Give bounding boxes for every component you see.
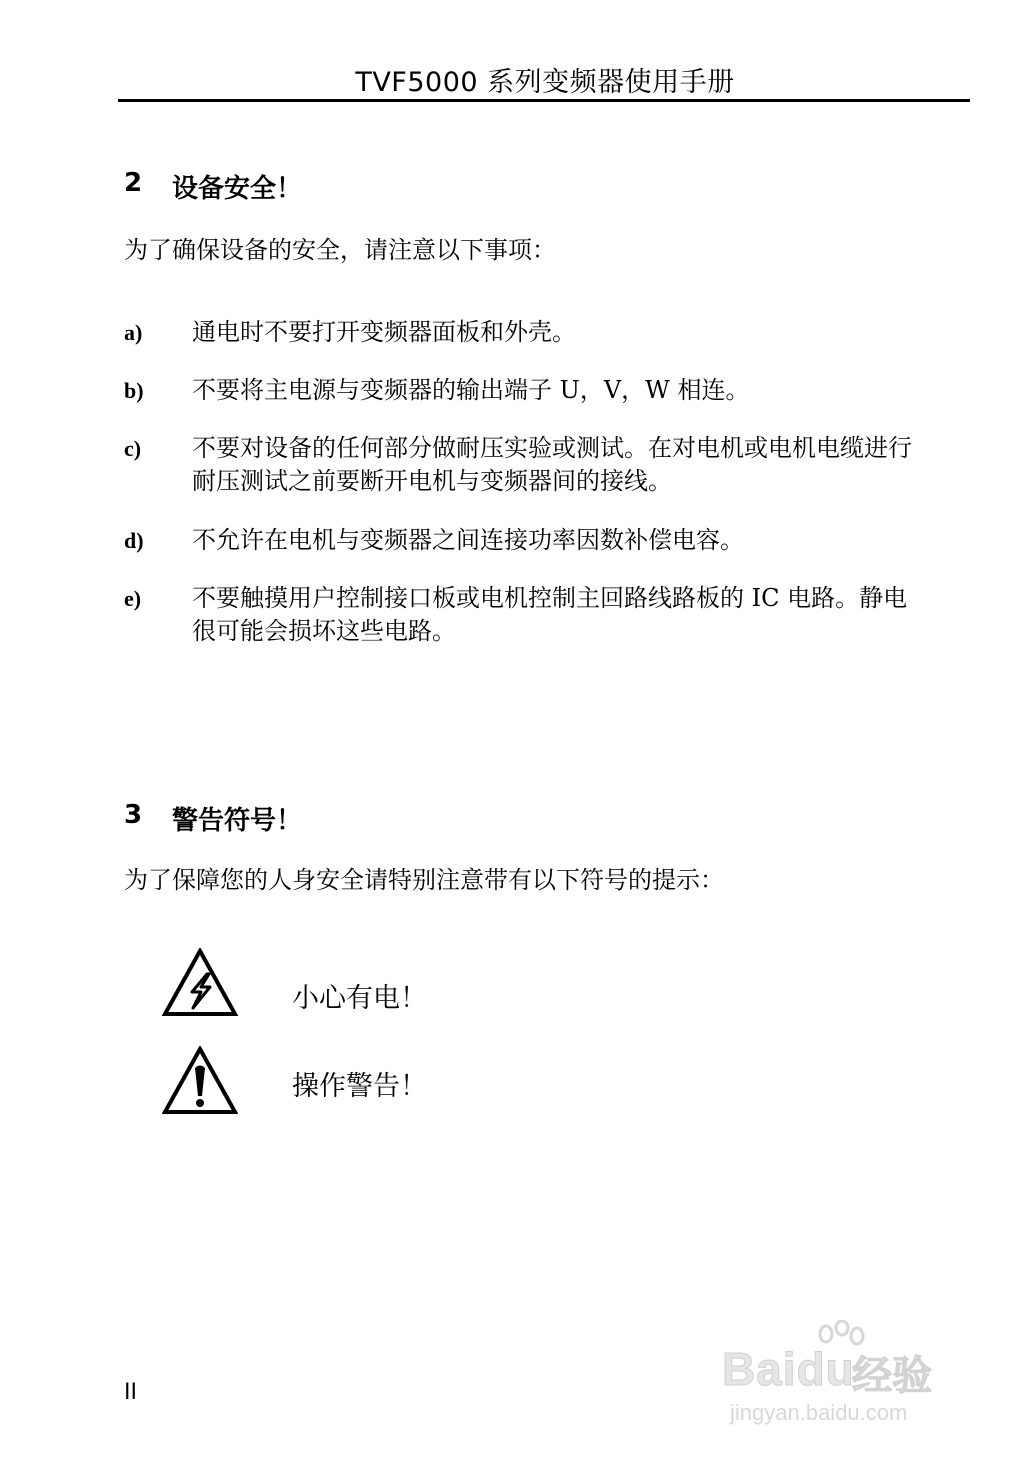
item-e-text (192, 582, 982, 648)
item-d-text: 不允许在电机与变频器之间连接功率因数补偿电容。 (192, 526, 744, 554)
item-d-label: d) (124, 528, 144, 553)
item-a-text: 通电时不要打开变频器面板和外壳。 (192, 318, 576, 346)
item-c-text (192, 432, 982, 498)
section-2-intro: 为了确保设备的安全，请注意以下事项： (124, 236, 556, 264)
item-c-line-2: 耐压测试之前要断开电机与变频器间的接线。 (192, 467, 672, 495)
section-3-number: 3 (124, 800, 143, 830)
item-c-label: c) (124, 436, 142, 461)
high-voltage-icon (162, 948, 238, 1018)
item-b-text: 不要将主电源与变频器的输出端子 U，V，W 相连。 (192, 376, 750, 404)
page-header-title: TVF5000 系列变频器使用手册 (355, 67, 735, 98)
item-b-label: b) (124, 378, 144, 403)
page-number: II (124, 1380, 137, 1405)
item-e-line-1: 不要触摸用户控制接口板或电机控制主回路线路板的 IC 电路。静电 (192, 584, 908, 612)
item-e-label: e) (124, 586, 142, 611)
header-divider (118, 99, 970, 102)
exclamation-warning-icon (162, 1046, 238, 1116)
item-c-line-1: 不要对设备的任何部分做耐压实验或测试。在对电机或电机电缆进行 (192, 434, 912, 462)
watermark-product: 经验 (852, 1353, 932, 1399)
section-3-title: 警告符号！ (172, 806, 303, 836)
item-e-line-2: 很可能会损坏这些电路。 (192, 617, 456, 645)
section-2-title: 设备安全！ (172, 174, 303, 204)
watermark-brand: Baidu (722, 1343, 855, 1395)
baidu-jingyan-watermark (700, 1320, 980, 1430)
high-voltage-label: 小心有电！ (292, 983, 427, 1014)
watermark-url: jingyan.baidu.com (730, 1400, 908, 1425)
operation-warning-label: 操作警告！ (292, 1071, 427, 1102)
section-2-number: 2 (124, 168, 143, 198)
section-3-intro: 为了保障您的人身安全请特别注意带有以下符号的提示： (124, 866, 724, 894)
item-a-label: a) (124, 320, 143, 345)
